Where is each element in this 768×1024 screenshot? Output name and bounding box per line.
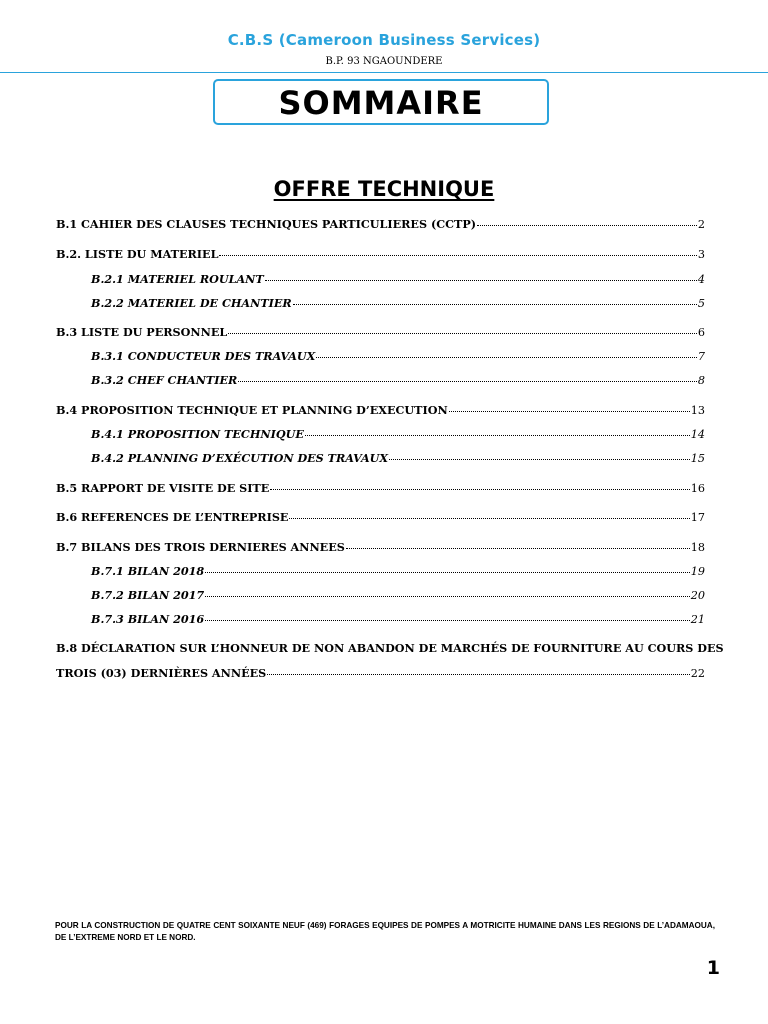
toc-leader xyxy=(267,663,690,675)
toc-entry[interactable] xyxy=(56,480,705,495)
toc-entry-label: B.6 REFERENCES DE L’ENTREPRISE xyxy=(56,510,289,525)
toc-leader xyxy=(219,244,696,256)
toc-leader xyxy=(316,346,697,358)
toc-entry-label: B.1 CAHIER DES CLAUSES TECHNIQUES PARTICULIERES (CCTP) xyxy=(56,217,477,232)
toc-entry-label: B.7.2 BILAN 2017 xyxy=(91,588,205,603)
toc-entry-label: B.2.2 MATERIEL DE CHANTIER xyxy=(91,296,292,311)
toc-entry-page: 14 xyxy=(690,428,705,442)
toc-entry-label: B.4 PROPOSITION TECHNIQUE ET PLANNING D’EXECUTION xyxy=(56,403,448,418)
toc-leader xyxy=(205,609,690,621)
toc-subentry[interactable] xyxy=(91,563,705,578)
toc-leader xyxy=(228,322,697,334)
toc-entry-page: 19 xyxy=(690,565,705,579)
page-footer: POUR LA CONSTRUCTION DE QUATRE CENT SOIXANTE NEUF (469) FORAGES EQUIPES DE POMPES A MOTRICITE HUMAINE DANS LES REGIONS DE L’ADAMAOUA, DE L’EXTREME NORD ET LE NORD. xyxy=(55,921,715,942)
company-name: C.B.S (Cameroon Business Services) xyxy=(227,31,541,49)
toc-leader xyxy=(205,585,690,597)
toc-entry-page: 13 xyxy=(690,404,705,418)
toc-entry-page: 7 xyxy=(697,350,705,364)
toc-leader xyxy=(238,370,697,382)
toc-leader xyxy=(270,478,689,490)
toc-entry-page: 8 xyxy=(697,374,705,388)
toc-entry-page: 6 xyxy=(697,326,705,340)
toc-entry-label: B.7 BILANS DES TROIS DERNIERES ANNEES xyxy=(56,540,345,555)
toc-subentry[interactable] xyxy=(91,372,705,387)
toc-subentry[interactable] xyxy=(91,426,705,441)
toc-leader xyxy=(305,424,690,436)
toc-entry-page: 20 xyxy=(690,589,705,603)
toc-entry[interactable] xyxy=(56,324,705,339)
toc-entry[interactable] xyxy=(56,246,705,261)
toc-subentry[interactable] xyxy=(91,587,705,602)
toc-entry-page: 3 xyxy=(697,248,705,262)
toc-entry[interactable] xyxy=(56,539,705,554)
toc-entry-page: 5 xyxy=(697,297,705,311)
toc-subentry[interactable] xyxy=(91,450,705,465)
toc-leader xyxy=(389,448,690,460)
toc-entry-page: 17 xyxy=(690,511,705,525)
toc-leader xyxy=(289,507,689,519)
toc-entry-label: TROIS (03) DERNIÈRES ANNÉES xyxy=(56,666,267,681)
page-title: SOMMAIRE xyxy=(213,79,549,125)
toc-entry-page: 22 xyxy=(690,667,705,681)
page-number: 1 xyxy=(706,957,720,979)
toc-leader xyxy=(265,269,697,281)
toc-entry-label: B.4.1 PROPOSITION TECHNIQUE xyxy=(91,427,304,442)
toc-leader xyxy=(293,293,697,305)
toc-leader xyxy=(346,537,690,549)
toc-entry-label: B.3.2 CHEF CHANTIER xyxy=(91,373,238,388)
company-address: B.P. 93 NGAOUNDERE xyxy=(325,56,443,67)
toc-entry[interactable] xyxy=(56,509,705,524)
toc-entry[interactable] xyxy=(56,216,705,231)
toc-entry-page: 4 xyxy=(697,273,705,287)
toc-leader xyxy=(205,561,690,573)
toc-entry-label: B.7.1 BILAN 2018 xyxy=(91,564,205,579)
toc-entry-label: B.7.3 BILAN 2016 xyxy=(91,612,205,627)
toc-entry-page: 15 xyxy=(690,452,705,466)
header-divider xyxy=(0,72,768,73)
toc-entry-page: 21 xyxy=(690,613,705,627)
toc-entry-label: B.3 LISTE DU PERSONNEL xyxy=(56,325,228,340)
toc-entry-label: B.4.2 PLANNING D’EXÉCUTION DES TRAVAUX xyxy=(91,451,389,466)
toc-entry-label: B.2. LISTE DU MATERIEL xyxy=(56,247,219,262)
section-title: OFFRE TECHNIQUE xyxy=(273,177,495,201)
toc-subentry[interactable] xyxy=(91,271,705,286)
toc-entry-label: B.5 RAPPORT DE VISITE DE SITE xyxy=(56,481,270,496)
toc-entry-label: B.3.1 CONDUCTEUR DES TRAVAUX xyxy=(91,349,316,364)
toc-subentry[interactable] xyxy=(91,295,705,310)
toc-entry-page: 2 xyxy=(697,218,705,232)
toc-entry[interactable] xyxy=(56,665,705,680)
toc-entry-label: B.2.1 MATERIEL ROULANT xyxy=(91,272,264,287)
toc-entry-page: 18 xyxy=(690,541,705,555)
toc-subentry[interactable] xyxy=(91,611,705,626)
toc-subentry[interactable] xyxy=(91,348,705,363)
toc-leader xyxy=(449,400,690,412)
toc-entry-page: 16 xyxy=(690,482,705,496)
toc-leader xyxy=(477,214,697,226)
toc-entry[interactable] xyxy=(56,402,705,417)
toc-entry-b8-line1[interactable]: B.8 DÉCLARATION SUR L’HONNEUR DE NON ABANDON DE MARCHÉS DE FOURNITURE AU COURS DES xyxy=(56,641,724,655)
